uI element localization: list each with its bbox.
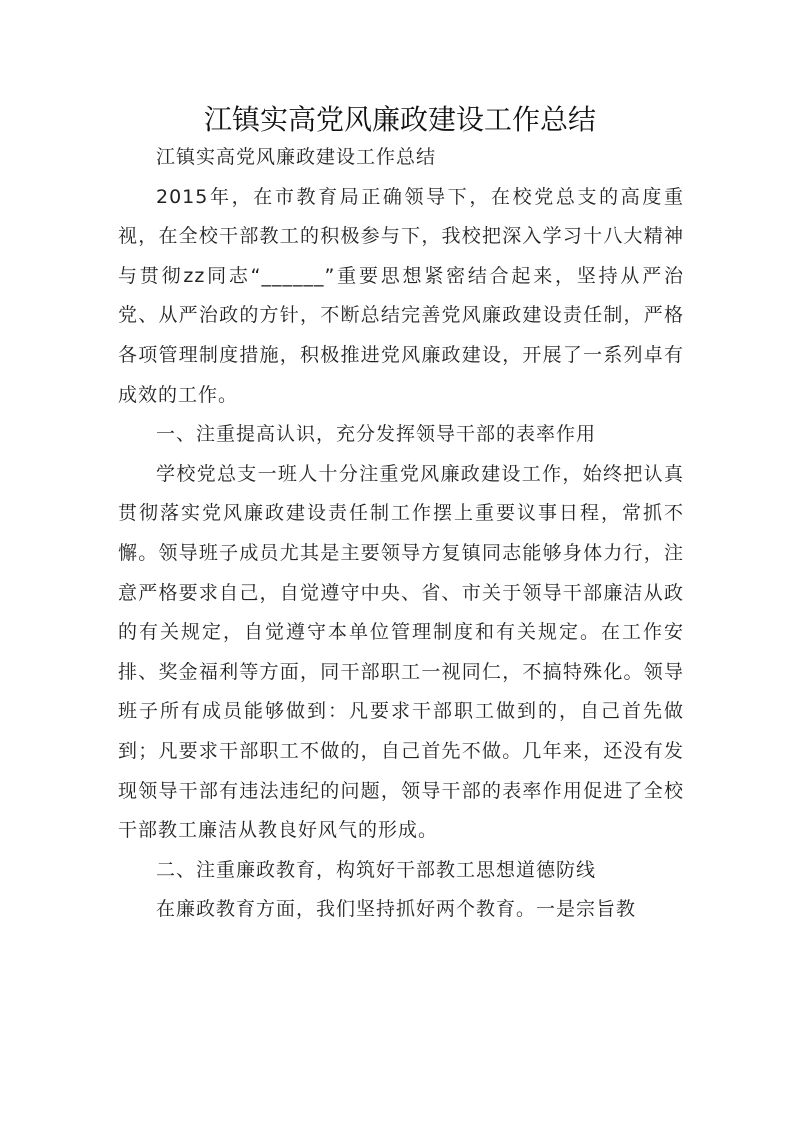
section-1-paragraph: 学校党总支一班人十分注重党风廉政建设工作，始终把认真贯彻落实党风廉政建设责任制工作摆上重要议事日程，常抓不懈。领导班子成员尤其是主要领导方复镇同志能够身体力行，注意严格要求自己，自觉遵守中央、省、市关于领导干部廉洁从政的有关规定，自觉遵守本单位管理制度和有关规定。在工作安排、奖金福利等方面，同干部职工一视同仁，不搞特殊化。领导班子所有成员能够做到：凡要求干部职工做到的，自己首先做到；凡要求干部职工不做的，自己首先不做。几年来，还没有发现领导干部有违法违纪的问题，领导干部的表率作用促进了全校干部教工廉洁从教良好风气的形成。 — [118, 462, 684, 842]
document-body — [118, 138, 684, 930]
subtitle-paragraph: 江镇实高党风廉政建设工作总结 — [156, 146, 437, 168]
section-heading-2: 二、注重廉政教育，构筑好干部教工思想道德防线 — [156, 858, 597, 881]
section-heading-1: 一、注重提高认识，充分发挥领导干部的表率作用 — [156, 423, 597, 446]
section-2-paragraph: 在廉政教育方面，我们坚持抓好两个教育。一是宗旨教 — [156, 898, 637, 921]
intro-paragraph: 2015年，在市教育局正确领导下，在校党总支的高度重视，在全校干部教工的积极参与下，我校把深入学习十八大精神与贯彻zz同志“______”重要思想紧密结合起来，坚持从严治党、从严治政的方针，不断总结完善党风廉政建设责任制，严格各项管理制度措施，积极推进党风廉政建设，开展了一系列卓有成效的工作。 — [118, 185, 684, 406]
document-title: 江镇实高党风廉政建设工作总结 — [203, 103, 596, 136]
